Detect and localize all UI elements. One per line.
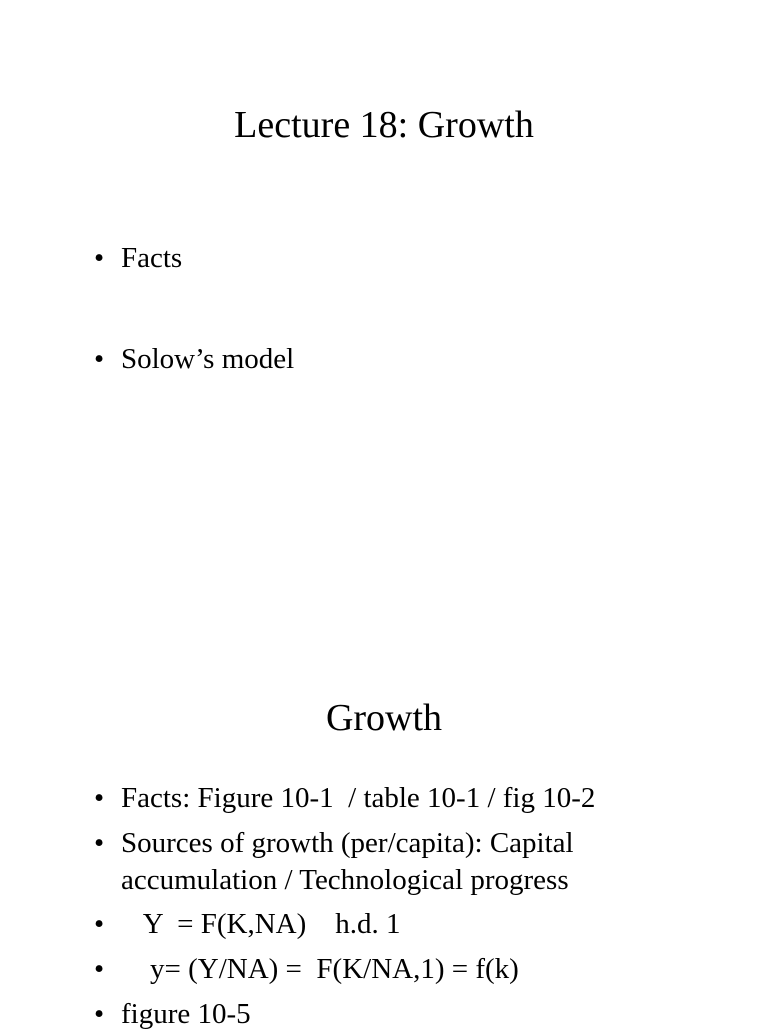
slide2-bullet-sources: [94, 825, 654, 899]
bullet-dot: •: [94, 343, 105, 375]
slide2-bullet-per-worker: [94, 951, 734, 988]
bullet-text: Facts: Figure 10-1 / table 10-1 / fig 10-2: [121, 782, 596, 814]
bullet-dot: •: [94, 908, 105, 940]
slide1-title: Lecture 18: Growth: [234, 104, 534, 146]
slide2-bullet-facts: [94, 780, 734, 817]
slide2-bullet-figure: [94, 996, 734, 1033]
slide2-bullet-production-function: [94, 906, 734, 943]
bullet-dot: •: [94, 827, 105, 859]
slide1-bullet-facts: [94, 240, 734, 277]
bullet-text: Y = F(K,NA) h.d. 1: [121, 908, 401, 940]
bullet-text: figure 10-5: [121, 998, 251, 1030]
slide2-title: Growth: [325, 697, 443, 739]
bullet-dot: •: [94, 998, 105, 1030]
bullet-text: Solow’s model: [121, 343, 295, 375]
bullet-dot: •: [94, 782, 105, 814]
bullet-dot: •: [94, 242, 105, 274]
slide1-bullet-solow: [94, 341, 734, 378]
bullet-text: Facts: [121, 242, 183, 274]
bullet-text: Sources of growth (per/capita): Capital accumulation / Technological progress: [121, 827, 581, 896]
bullet-text: y= (Y/NA) = F(K/NA,1) = f(k): [121, 953, 519, 985]
bullet-dot: •: [94, 953, 105, 985]
